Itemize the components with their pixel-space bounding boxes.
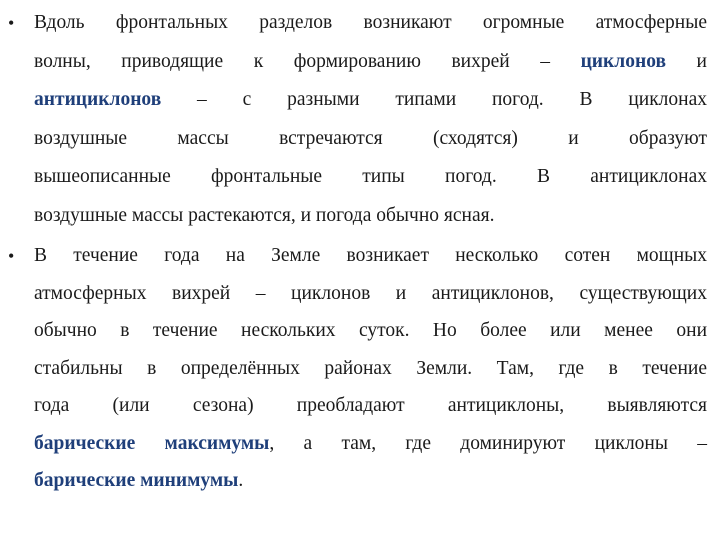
text-run: В течение года на Земле возникает несколько сотен мощных: [34, 245, 707, 266]
bullet-2-line: [34, 394, 707, 418]
text-run: обычно в течение нескольких суток. Но более или менее они: [34, 320, 707, 341]
bullet-1-line: [34, 204, 707, 228]
text-run: и: [666, 50, 707, 72]
text-run: года (или сезона) преобладают антициклоны, выявляются: [34, 395, 707, 416]
bullet-1-line: [34, 165, 707, 189]
bullet-1-line: [34, 127, 707, 151]
bullet-2-line: [34, 432, 707, 456]
text-run: .: [238, 470, 244, 491]
text-run: атмосферных вихрей – циклонов и антициклонов, существующих: [34, 282, 707, 304]
bullet-2-line: [34, 357, 707, 381]
bullet-2-line: [34, 319, 707, 343]
text-run: вышеописанные фронтальные типы погод. В антициклонах: [34, 166, 707, 187]
highlighted-term: циклонов: [580, 50, 666, 72]
bullet-1-line: [34, 11, 707, 35]
bullet-1-line: [34, 50, 707, 74]
text-run: воздушные массы встречаются (сходятся) и образуют: [34, 127, 707, 149]
highlighted-term: барические максимумы: [34, 432, 270, 454]
bullet-2-line: [34, 282, 707, 306]
bullet-2-marker: •: [8, 246, 15, 266]
text-run: воздушные массы растекаются, и погода обычно ясная.: [34, 204, 495, 226]
text-run: стабильны в определённых районах Земли. Там, где в течение: [34, 357, 707, 379]
bullet-1-line: [34, 88, 707, 112]
bullet-1-marker: •: [8, 13, 15, 33]
highlighted-term: антициклонов: [34, 89, 162, 110]
highlighted-term: барические минимумы: [34, 470, 239, 491]
text-run: , а там, где доминируют циклоны –: [269, 432, 708, 454]
bullet-2-line: [34, 244, 707, 268]
text-run: Вдоль фронтальных разделов возникают огромные атмосферные: [34, 12, 707, 33]
bullet-2-line: [34, 469, 707, 493]
text-run: – с разными типами погод. В циклонах: [161, 89, 707, 110]
text-run: волны, приводящие к формированию вихрей –: [34, 50, 581, 72]
